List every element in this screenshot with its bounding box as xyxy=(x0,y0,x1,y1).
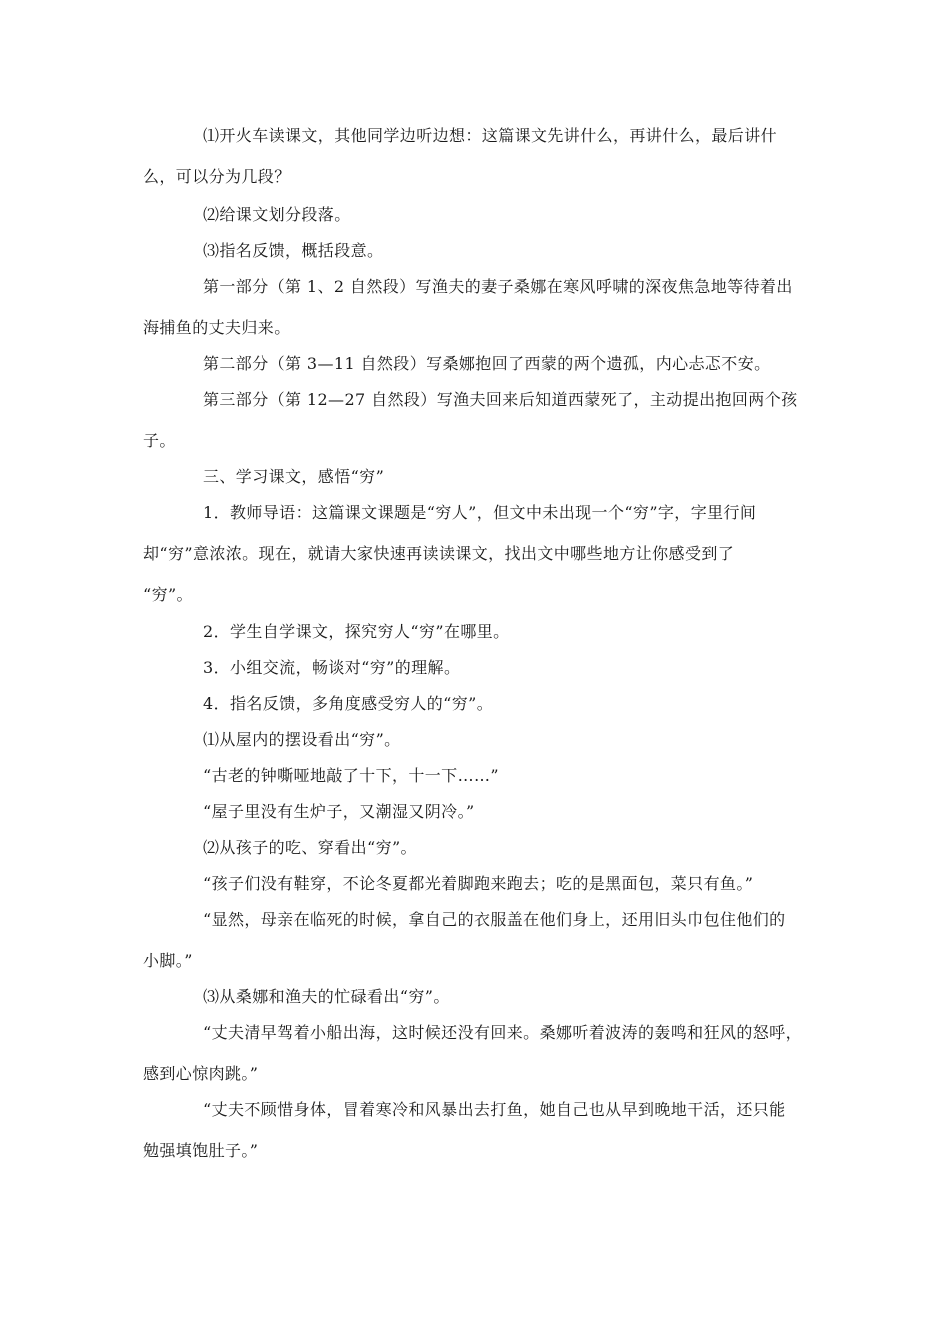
text-line: ⑶从桑娜和渔夫的忙碌看出“穷”。 xyxy=(203,987,450,1006)
quote-line: “古老的钟嘶哑地敲了十下，十一下……” xyxy=(203,766,499,785)
text-line: ⑴开火车读课文，其他同学边听边想：这篇课文先讲什么，再讲什么，最后讲什 xyxy=(203,126,778,145)
text-line: 么，可以分为几段？ xyxy=(143,167,291,186)
text-line: ⑵从孩子的吃、穿看出“穷”。 xyxy=(203,838,417,857)
text-line: 3．小组交流，畅谈对“穷”的理解。 xyxy=(203,658,461,677)
quote-line: “丈夫不顾惜身体，冒着寒冷和风暴出去打鱼，她自己也从早到晚地干活，还只能 xyxy=(203,1100,786,1119)
quote-line: 勉强填饱肚子。” xyxy=(143,1141,259,1160)
quote-line: 小脚。” xyxy=(143,951,193,970)
text-line: 第二部分（第 3—11 自然段）写桑娜抱回了西蒙的两个遗孤，内心忐忑不安。 xyxy=(203,354,771,373)
text-line: “穷”。 xyxy=(143,585,193,604)
text-line: 子。 xyxy=(143,431,176,450)
quote-line: “丈夫清早驾着小船出海，这时候还没有回来。桑娜听着波涛的轰鸣和狂风的怒呼， xyxy=(203,1023,802,1042)
text-line: 第三部分（第 12—27 自然段）写渔夫回来后知道西蒙死了，主动提出抱回两个孩 xyxy=(203,390,798,409)
text-line: ⑴从屋内的摆设看出“穷”。 xyxy=(203,730,401,749)
section-heading: 三、学习课文，感悟“穷” xyxy=(203,467,385,486)
text-line: 2．学生自学课文，探究穷人“穷”在哪里。 xyxy=(203,622,510,641)
text-line: 却“穷”意浓浓。现在，就请大家快速再读读课文，找出文中哪些地方让你感受到了 xyxy=(143,544,735,563)
quote-line: 感到心惊肉跳。” xyxy=(143,1064,259,1083)
text-line: ⑵给课文划分段落。 xyxy=(203,205,351,224)
text-line: ⑶指名反馈，概括段意。 xyxy=(203,241,384,260)
text-line: 4．指名反馈，多角度感受穷人的“穷”。 xyxy=(203,694,494,713)
text-line: 1．教师导语：这篇课文课题是“穷人”，但文中未出现一个“穷”字，字里行间 xyxy=(203,503,757,522)
quote-line: “显然，母亲在临死的时候，拿自己的衣服盖在他们身上，还用旧头巾包住他们的 xyxy=(203,910,786,929)
text-line: 海捕鱼的丈夫归来。 xyxy=(143,318,291,337)
text-line: 第一部分（第 1、2 自然段）写渔夫的妻子桑娜在寒风呼啸的深夜焦急地等待着出 xyxy=(203,277,793,296)
quote-line: “屋子里没有生炉子，又潮湿又阴冷。” xyxy=(203,802,475,821)
quote-line: “孩子们没有鞋穿，不论冬夏都光着脚跑来跑去；吃的是黑面包，菜只有鱼。” xyxy=(203,874,754,893)
